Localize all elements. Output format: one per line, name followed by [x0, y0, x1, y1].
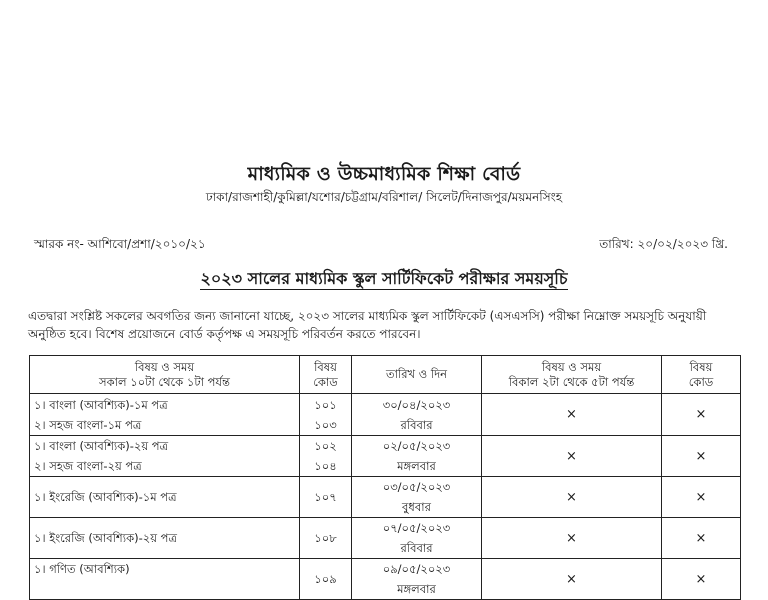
cross-mark: ×: [566, 448, 577, 464]
subject-line: ২। সহজ বাংলা-২য় পত্র: [34, 459, 142, 473]
afternoon-code-cell: [662, 394, 741, 436]
subject-line: ১। বাংলা (আবশ্যিক)-২য় পত্র: [34, 439, 169, 453]
subject-line: ১। গণিত (আবশ্যিক): [34, 562, 130, 576]
cross-mark: ×: [566, 530, 577, 546]
afternoon-code-cell: [662, 518, 741, 559]
board-cities: ঢাকা/রাজশাহী/কুমিল্লা/যশোর/চট্টগ্রাম/বরিশাল/ সিলেট/দিনাজপুর/ময়মনসিংহ: [205, 190, 563, 204]
exam-date: ০৭/০৫/২০২৩: [382, 521, 451, 535]
afternoon-subject-cell: [482, 518, 662, 559]
header-afternoon-code-line2: কোড: [688, 374, 714, 389]
morning-subject-cell: [30, 518, 300, 559]
exam-day: মঙ্গলবার: [397, 582, 436, 596]
subject-line: ২। সহজ বাংলা-১ম পত্র: [34, 417, 142, 432]
subject-code-cell: [300, 394, 352, 436]
memo-number: স্মারক নং- আশিবো/প্রশা/২০১০/২১: [34, 237, 206, 251]
exam-date: ০৯/০৫/২০২৩: [382, 562, 451, 576]
cross-mark: ×: [695, 407, 707, 422]
subject-code: ১০৭: [314, 490, 337, 504]
morning-subject-cell: [30, 477, 300, 518]
header-code: [300, 356, 352, 394]
subject-code-cell: [300, 559, 352, 600]
subject-line: ১। ইংরেজি (আবশ্যিক)-২য় পত্র: [34, 531, 177, 545]
table-row: [30, 477, 741, 518]
morning-subject-cell: [30, 394, 300, 436]
exam-day: বুধবার: [402, 500, 431, 514]
table-row: [30, 436, 741, 477]
header-morning-subject-line2: সকাল ১০টা থেকে ১টা পর্যন্ত: [99, 374, 230, 389]
header-afternoon-subject-line1: বিষয় ও সময়: [541, 359, 602, 374]
table-row: [30, 518, 741, 559]
subject-code-cell: [300, 518, 352, 559]
subject-code-cell: [300, 436, 352, 477]
cross-mark: ×: [566, 571, 577, 587]
cross-mark: ×: [695, 530, 707, 546]
header-code-line2: কোড: [313, 374, 338, 389]
subject-line: ১। ইংরেজি (আবশ্যিক)-১ম পত্র: [34, 490, 177, 504]
afternoon-subject-cell: [482, 394, 662, 436]
afternoon-code-cell: [662, 477, 741, 518]
issue-date: তারিখ: ২০/০২/২০২৩ খ্রি.: [599, 237, 728, 251]
table-header-row: [30, 356, 741, 394]
header-code-line1: বিষয়: [314, 359, 337, 374]
table-row: [30, 559, 741, 600]
header-morning-subject-line1: বিষয় ও সময়: [134, 359, 195, 374]
exam-date: ৩০/০৪/২০২৩: [382, 397, 451, 412]
exam-date: ০৩/০৫/২০২৩: [382, 480, 451, 494]
subject-code: ১০৩: [314, 417, 337, 432]
header-afternoon-code-line1: বিষয়: [689, 359, 713, 374]
date-day-cell: [352, 518, 482, 559]
header-afternoon-code: [662, 356, 741, 394]
cross-mark: ×: [695, 448, 707, 464]
cross-mark: ×: [695, 571, 707, 587]
morning-subject-cell: [30, 436, 300, 477]
afternoon-code-cell: [662, 559, 741, 600]
afternoon-subject-cell: [482, 477, 662, 518]
cross-mark: ×: [566, 407, 577, 422]
date-day-cell: [352, 477, 482, 518]
date-day-cell: [352, 559, 482, 600]
cross-mark: ×: [566, 489, 577, 505]
subject-code: ১০৯: [314, 572, 337, 586]
header-date-day: তারিখ ও দিন: [352, 356, 482, 394]
exam-schedule-table: [29, 355, 741, 600]
exam-day: রবিবার: [400, 417, 433, 432]
header-afternoon-subject-line2: বিকাল ২টা থেকে ৫টা পর্যন্ত: [508, 374, 635, 389]
subject-code: ১০২: [314, 439, 337, 453]
subject-line: ১। বাংলা (আবশ্যিক)-১ম পত্র: [34, 397, 168, 412]
exam-day: মঙ্গলবার: [397, 459, 436, 473]
exam-day: রবিবার: [400, 541, 433, 555]
subject-code: ১০১: [314, 397, 337, 412]
afternoon-subject-cell: [482, 559, 662, 600]
cross-mark: ×: [695, 489, 707, 505]
notice-paragraph: এতদ্বারা সংশ্লিষ্ট সকলের অবগতির জন্য জানানো যাচ্ছে, ২০২৩ সালের মাধ্যমিক স্কুল সার্টিফিকেট (এসএসসি) পরীক্ষা নিম্নোক্ত সময়সূচি অনুযায়ী অনুষ্ঠিত হবে। বিশেষ প্রয়োজনে বোর্ড কর্তৃপক্ষ এ সময়সূচি পরিবর্তন করতে পারবেন।: [28, 309, 707, 341]
subject-code: ১০৮: [314, 531, 337, 545]
subject-code-cell: [300, 477, 352, 518]
exam-date: ০২/০৫/২০২৩: [382, 439, 451, 453]
subject-code: ১০৪: [314, 459, 337, 473]
afternoon-subject-cell: [482, 436, 662, 477]
date-day-cell: [352, 436, 482, 477]
afternoon-code-cell: [662, 436, 741, 477]
header-afternoon-subject: [482, 356, 662, 394]
table-row: [30, 394, 741, 436]
date-day-cell: [352, 394, 482, 436]
morning-subject-cell: [30, 559, 300, 600]
schedule-title-text: ২০২৩ সালের মাধ্যমিক স্কুল সার্টিফিকেট পরীক্ষার সময়সূচি: [200, 269, 568, 288]
board-title: মাধ্যমিক ও উচ্চমাধ্যমিক শিক্ষা বোর্ড: [247, 163, 521, 185]
header-morning-subject: [30, 356, 300, 394]
schedule-title: [0, 266, 768, 293]
